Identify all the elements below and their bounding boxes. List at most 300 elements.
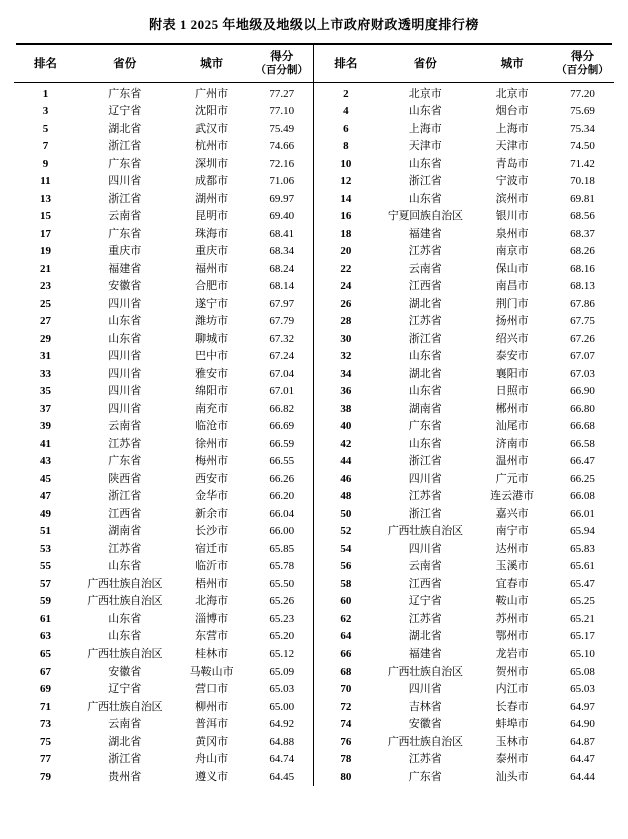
cell-score: 65.25 xyxy=(570,595,595,608)
cell-city: 玉林市 xyxy=(495,735,529,748)
cell-province: 山东省 xyxy=(408,157,442,170)
cell-score: 66.04 xyxy=(269,507,295,520)
cell-province: 江西省 xyxy=(408,280,442,293)
cell-rank: 58 xyxy=(340,577,352,590)
cell-score: 77.27 xyxy=(251,82,314,103)
cell-city: 滨州市 xyxy=(495,192,529,205)
cell-province: 山东省 xyxy=(408,385,442,398)
cell-rank: 11 xyxy=(40,175,51,188)
table-row xyxy=(14,593,614,611)
cell-score: 72.16 xyxy=(269,157,295,170)
cell-rank: 38 xyxy=(340,402,352,415)
cell-score: 66.08 xyxy=(570,490,595,503)
cell-rank: 79 xyxy=(39,770,51,783)
cell-score: 68.13 xyxy=(570,280,595,293)
table-row xyxy=(14,295,614,313)
cell-score: 66.80 xyxy=(570,402,595,415)
cell-city: 南宁市 xyxy=(495,525,529,538)
cell-city: 南昌市 xyxy=(495,280,529,293)
cell-province: 湖北省 xyxy=(108,735,142,748)
cell-score: 65.21 xyxy=(570,612,595,625)
cell-city: 宁波市 xyxy=(495,175,529,188)
cell-rank: 8 xyxy=(343,140,349,153)
cell-city: 鄂州市 xyxy=(495,630,529,643)
cell-rank: 18 xyxy=(340,227,352,240)
cell-city: 玉溪市 xyxy=(495,560,529,573)
cell-province: 广西壮族自治区 xyxy=(387,735,463,748)
table-body xyxy=(14,82,614,786)
cell-city: 泰安市 xyxy=(495,350,529,363)
cell-rank: 39 xyxy=(39,420,51,433)
cell-province: 江苏省 xyxy=(108,542,142,555)
cell-city: 北海市 xyxy=(195,595,229,608)
cell-rank: 70 xyxy=(340,683,352,696)
cell-province: 安徽省 xyxy=(108,280,142,293)
cell-province: 云南省 xyxy=(408,262,442,275)
cell-rank: 62 xyxy=(340,612,352,625)
table-row xyxy=(14,418,614,436)
cell-score: 66.26 xyxy=(269,472,295,485)
cell-city: 成都市 xyxy=(195,175,229,188)
cell-province: 山东省 xyxy=(108,315,142,328)
cell-province: 山东省 xyxy=(108,560,142,573)
cell-city: 珠海市 xyxy=(195,227,229,240)
cell-province: 云南省 xyxy=(108,420,142,433)
cell-score: 68.56 xyxy=(570,210,595,223)
cell-score: 77.20 xyxy=(551,82,614,103)
cell-score: 65.00 xyxy=(269,700,295,713)
cell-city: 湖州市 xyxy=(195,192,229,205)
page-title: 附表 1 2025 年地级及地级以上市政府财政透明度排行榜 xyxy=(149,17,479,32)
cell-rank: 1 xyxy=(14,82,77,103)
cell-score: 67.32 xyxy=(269,332,295,345)
col-header-city-left: 城市 xyxy=(200,57,224,70)
cell-score: 64.47 xyxy=(570,753,595,766)
table-row xyxy=(14,155,614,173)
cell-score: 64.74 xyxy=(269,753,295,766)
cell-rank: 23 xyxy=(39,280,51,293)
cell-province: 辽宁省 xyxy=(408,595,442,608)
cell-rank: 3 xyxy=(42,105,49,118)
cell-rank: 31 xyxy=(39,350,51,363)
cell-rank: 55 xyxy=(39,560,51,573)
cell-rank: 76 xyxy=(340,735,352,748)
cell-city: 宿迁市 xyxy=(195,542,229,555)
table-row xyxy=(14,663,614,681)
cell-rank: 41 xyxy=(39,437,51,450)
cell-score: 67.79 xyxy=(269,315,295,328)
cell-city: 襄阳市 xyxy=(495,367,529,380)
cell-rank: 25 xyxy=(39,297,51,310)
cell-rank: 2 xyxy=(314,82,377,103)
cell-province: 北京市 xyxy=(377,82,473,103)
cell-rank: 5 xyxy=(42,122,49,135)
cell-province: 重庆市 xyxy=(108,245,142,258)
cell-city: 长春市 xyxy=(495,700,529,713)
cell-score: 65.17 xyxy=(570,630,595,643)
cell-province: 湖北省 xyxy=(408,630,442,643)
cell-city: 梧州市 xyxy=(195,577,229,590)
cell-rank: 35 xyxy=(39,385,51,398)
cell-city: 郴州市 xyxy=(495,402,529,415)
cell-province: 江苏省 xyxy=(408,753,442,766)
cell-city: 淄博市 xyxy=(195,612,229,625)
cell-score: 68.14 xyxy=(269,280,295,293)
cell-city: 南京市 xyxy=(495,245,529,258)
cell-score: 71.06 xyxy=(269,175,295,188)
col-header-province-left: 省份 xyxy=(113,57,137,70)
cell-score: 67.26 xyxy=(570,332,595,345)
cell-city: 巴中市 xyxy=(195,350,229,363)
cell-province: 湖北省 xyxy=(108,122,142,135)
cell-rank: 37 xyxy=(39,402,51,415)
cell-score: 74.50 xyxy=(570,140,595,153)
cell-rank: 68 xyxy=(340,665,352,678)
cell-score: 70.18 xyxy=(570,175,595,188)
cell-city: 蚌埠市 xyxy=(495,718,529,731)
cell-rank: 22 xyxy=(340,262,352,275)
cell-province: 山东省 xyxy=(408,350,442,363)
cell-city: 南充市 xyxy=(195,402,229,415)
cell-city: 福州市 xyxy=(195,262,229,275)
cell-score: 67.01 xyxy=(269,385,295,398)
cell-score: 67.03 xyxy=(570,367,595,380)
table-row xyxy=(14,208,614,226)
cell-score: 65.26 xyxy=(269,595,295,608)
cell-city: 鞍山市 xyxy=(495,595,529,608)
cell-city: 扬州市 xyxy=(495,315,529,328)
cell-province: 浙江省 xyxy=(108,753,142,766)
cell-province: 四川省 xyxy=(408,472,442,485)
table-row xyxy=(14,243,614,261)
cell-rank: 56 xyxy=(340,560,352,573)
cell-city: 荆门市 xyxy=(495,297,529,310)
cell-rank: 67 xyxy=(39,665,51,678)
cell-rank: 33 xyxy=(39,367,51,380)
cell-rank: 42 xyxy=(340,437,352,450)
cell-city: 金华市 xyxy=(195,490,229,503)
cell-score: 66.20 xyxy=(269,490,295,503)
cell-province: 浙江省 xyxy=(108,490,142,503)
cell-rank: 26 xyxy=(340,297,352,310)
cell-city: 绵阳市 xyxy=(195,385,229,398)
cell-city: 昆明市 xyxy=(195,210,229,223)
cell-city: 嘉兴市 xyxy=(495,507,529,520)
cell-city: 苏州市 xyxy=(495,612,529,625)
cell-score: 67.07 xyxy=(570,350,595,363)
cell-city: 桂林市 xyxy=(195,648,229,660)
cell-score: 66.25 xyxy=(570,472,595,485)
cell-score: 66.00 xyxy=(269,525,295,538)
table-row xyxy=(14,628,614,646)
cell-score: 71.42 xyxy=(570,157,595,170)
table-row xyxy=(14,488,614,506)
cell-province: 广西壮族自治区 xyxy=(87,577,163,590)
cell-province: 云南省 xyxy=(108,210,142,223)
cell-province: 福建省 xyxy=(108,262,142,275)
cell-score: 75.69 xyxy=(570,105,595,118)
cell-city: 临沂市 xyxy=(195,560,229,573)
cell-province: 四川省 xyxy=(108,367,142,380)
cell-rank: 74 xyxy=(340,718,352,731)
cell-score: 65.09 xyxy=(269,665,295,678)
table-row xyxy=(14,190,614,208)
cell-rank: 27 xyxy=(39,315,51,328)
cell-rank: 20 xyxy=(340,245,352,258)
cell-province: 福建省 xyxy=(408,227,442,240)
cell-rank: 52 xyxy=(340,525,352,538)
cell-rank: 46 xyxy=(340,472,352,485)
cell-rank: 19 xyxy=(39,245,51,258)
col-header-rank-left: 排名 xyxy=(33,57,57,70)
cell-rank: 45 xyxy=(39,472,51,485)
cell-score: 65.20 xyxy=(269,630,295,643)
table-row xyxy=(14,751,614,769)
cell-province: 四川省 xyxy=(408,542,442,555)
cell-rank: 16 xyxy=(340,210,352,223)
cell-province: 山东省 xyxy=(108,612,142,625)
cell-score: 66.58 xyxy=(570,437,595,450)
cell-score: 66.90 xyxy=(570,385,595,398)
cell-province: 辽宁省 xyxy=(108,683,142,696)
table-row xyxy=(14,400,614,418)
cell-province: 福建省 xyxy=(408,648,442,660)
table-row xyxy=(14,278,614,296)
cell-score: 65.08 xyxy=(570,665,595,678)
cell-province: 安徽省 xyxy=(108,665,142,678)
cell-province: 湖北省 xyxy=(408,297,442,310)
col-header-province-right: 省份 xyxy=(413,57,437,70)
cell-rank: 69 xyxy=(39,683,51,696)
cell-city: 武汉市 xyxy=(195,122,229,135)
cell-rank: 44 xyxy=(340,455,352,468)
cell-rank: 6 xyxy=(343,122,349,135)
cell-rank: 59 xyxy=(39,595,51,608)
cell-province: 广西壮族自治区 xyxy=(387,665,463,678)
cell-rank: 73 xyxy=(39,718,51,731)
cell-province: 宁夏回族自治区 xyxy=(387,210,463,223)
cell-city: 广元市 xyxy=(495,472,529,485)
cell-score: 69.81 xyxy=(570,192,595,205)
cell-province: 山东省 xyxy=(408,192,442,205)
cell-province: 贵州省 xyxy=(108,770,142,783)
cell-city: 遂宁市 xyxy=(195,297,229,310)
cell-city: 深圳市 xyxy=(195,157,229,170)
table-row xyxy=(14,313,614,331)
cell-rank: 48 xyxy=(340,490,352,503)
table-row xyxy=(14,681,614,699)
cell-score: 66.59 xyxy=(269,437,295,450)
cell-score: 65.47 xyxy=(570,577,595,590)
cell-province: 湖北省 xyxy=(408,367,442,380)
cell-province: 广西壮族自治区 xyxy=(387,525,463,538)
cell-city: 长沙市 xyxy=(195,525,229,538)
cell-city: 临沧市 xyxy=(195,420,229,433)
cell-score: 65.78 xyxy=(269,560,295,573)
cell-province: 广西壮族自治区 xyxy=(87,595,163,608)
ranking-table xyxy=(14,45,614,786)
cell-score: 74.66 xyxy=(269,140,295,153)
cell-score: 75.34 xyxy=(570,122,595,135)
table-row xyxy=(14,611,614,629)
cell-rank: 13 xyxy=(39,192,51,205)
cell-city: 梅州市 xyxy=(195,455,229,468)
cell-city: 普洱市 xyxy=(195,718,229,731)
cell-city: 泉州市 xyxy=(495,227,529,240)
cell-city: 遵义市 xyxy=(195,770,229,783)
cell-rank: 21 xyxy=(39,262,51,275)
cell-city: 马鞍山市 xyxy=(189,665,234,678)
cell-rank: 7 xyxy=(42,140,49,153)
cell-rank: 77 xyxy=(39,753,51,766)
table-row xyxy=(14,453,614,471)
table-row xyxy=(14,138,614,156)
cell-rank: 71 xyxy=(39,700,51,713)
table-row xyxy=(14,505,614,523)
cell-score: 65.85 xyxy=(269,542,295,555)
cell-score: 67.75 xyxy=(570,315,595,328)
cell-score: 68.24 xyxy=(269,262,295,275)
cell-rank: 10 xyxy=(340,157,352,170)
cell-province: 四川省 xyxy=(408,683,442,696)
cell-province: 安徽省 xyxy=(408,718,442,731)
cell-province: 辽宁省 xyxy=(108,105,142,118)
cell-rank: 40 xyxy=(340,420,352,433)
cell-rank: 49 xyxy=(39,507,51,520)
table-row xyxy=(14,435,614,453)
cell-score: 68.16 xyxy=(570,262,595,275)
cell-rank: 36 xyxy=(340,385,352,398)
col-header-rank-right: 排名 xyxy=(334,57,358,70)
cell-score: 65.12 xyxy=(269,648,295,660)
table-row xyxy=(14,470,614,488)
cell-province: 广东省 xyxy=(108,227,142,240)
table-row xyxy=(14,173,614,191)
cell-province: 四川省 xyxy=(108,385,142,398)
table-row xyxy=(14,540,614,558)
cell-rank: 80 xyxy=(340,770,352,783)
cell-score: 67.86 xyxy=(570,297,595,310)
cell-province: 江苏省 xyxy=(408,612,442,625)
cell-score: 64.44 xyxy=(570,770,595,783)
cell-city: 柳州市 xyxy=(195,700,229,713)
cell-city: 青岛市 xyxy=(495,157,529,170)
cell-province: 云南省 xyxy=(408,560,442,573)
table-row xyxy=(14,260,614,278)
cell-score: 65.94 xyxy=(570,525,595,538)
cell-city: 上海市 xyxy=(495,122,529,135)
cell-province: 山东省 xyxy=(108,630,142,643)
cell-province: 山东省 xyxy=(408,105,442,118)
cell-rank: 50 xyxy=(340,507,352,520)
table-row xyxy=(14,82,614,103)
table-row xyxy=(14,523,614,541)
col-header-score-right xyxy=(551,45,614,82)
cell-score: 69.40 xyxy=(269,210,295,223)
cell-score: 64.87 xyxy=(570,735,595,748)
cell-city: 沈阳市 xyxy=(195,105,229,118)
cell-score: 68.37 xyxy=(570,227,595,240)
cell-province: 浙江省 xyxy=(408,332,442,345)
cell-score: 66.68 xyxy=(570,420,595,433)
cell-province: 陕西省 xyxy=(108,472,142,485)
cell-score: 66.69 xyxy=(269,420,295,433)
cell-score: 66.47 xyxy=(570,455,595,468)
table-header xyxy=(14,45,614,82)
cell-rank: 29 xyxy=(39,332,51,345)
cell-city: 天津市 xyxy=(495,140,529,153)
cell-city: 新余市 xyxy=(195,507,229,520)
cell-rank: 4 xyxy=(343,105,349,118)
cell-city: 绍兴市 xyxy=(495,332,529,345)
cell-city: 龙岩市 xyxy=(495,648,529,660)
cell-province: 广东省 xyxy=(108,455,142,468)
cell-rank: 34 xyxy=(340,367,352,380)
table-row xyxy=(14,716,614,734)
cell-city: 汕尾市 xyxy=(495,420,529,433)
cell-province: 广东省 xyxy=(408,420,442,433)
cell-city: 重庆市 xyxy=(195,245,229,258)
cell-rank: 15 xyxy=(39,210,51,223)
cell-score: 69.97 xyxy=(269,192,295,205)
cell-rank: 28 xyxy=(340,315,352,328)
cell-score: 65.23 xyxy=(269,612,295,625)
cell-city: 泰州市 xyxy=(495,753,529,766)
cell-province: 江西省 xyxy=(408,577,442,590)
cell-rank: 51 xyxy=(39,525,51,538)
cell-city: 潍坊市 xyxy=(195,315,229,328)
cell-province: 四川省 xyxy=(108,297,142,310)
cell-province: 广东省 xyxy=(77,82,173,103)
col-header-city-right: 城市 xyxy=(500,57,524,70)
cell-rank: 17 xyxy=(39,227,51,240)
cell-province: 广东省 xyxy=(108,157,142,170)
col-header-score-left-sub: （百分制） xyxy=(255,65,309,77)
cell-city: 烟台市 xyxy=(495,105,529,118)
cell-city: 聊城市 xyxy=(195,332,229,345)
cell-city: 宜春市 xyxy=(495,577,529,590)
cell-rank: 9 xyxy=(42,157,49,170)
cell-province: 山东省 xyxy=(408,437,442,450)
cell-score: 64.97 xyxy=(570,700,595,713)
cell-province: 广西壮族自治区 xyxy=(87,648,163,660)
cell-rank: 47 xyxy=(39,490,51,503)
cell-city: 舟山市 xyxy=(195,753,229,766)
table-row xyxy=(14,365,614,383)
cell-city: 雅安市 xyxy=(195,367,229,380)
cell-score: 68.26 xyxy=(570,245,595,258)
col-header-score-right-main: 得分 xyxy=(571,51,595,63)
cell-rank: 75 xyxy=(39,735,51,748)
table-row xyxy=(14,225,614,243)
cell-province: 天津市 xyxy=(408,140,442,153)
cell-rank: 30 xyxy=(340,332,352,345)
cell-rank: 65 xyxy=(39,648,51,660)
cell-score: 67.04 xyxy=(269,367,295,380)
table-row xyxy=(14,383,614,401)
cell-score: 68.41 xyxy=(269,227,295,240)
cell-province: 四川省 xyxy=(108,175,142,188)
table-row xyxy=(14,120,614,138)
cell-province: 江苏省 xyxy=(108,437,142,450)
cell-score: 65.03 xyxy=(269,683,295,696)
cell-score: 66.01 xyxy=(570,507,595,520)
cell-rank: 64 xyxy=(340,630,352,643)
cell-province: 广西壮族自治区 xyxy=(87,700,163,713)
cell-score: 66.55 xyxy=(269,455,295,468)
cell-rank: 32 xyxy=(340,350,352,363)
cell-rank: 63 xyxy=(39,630,51,643)
